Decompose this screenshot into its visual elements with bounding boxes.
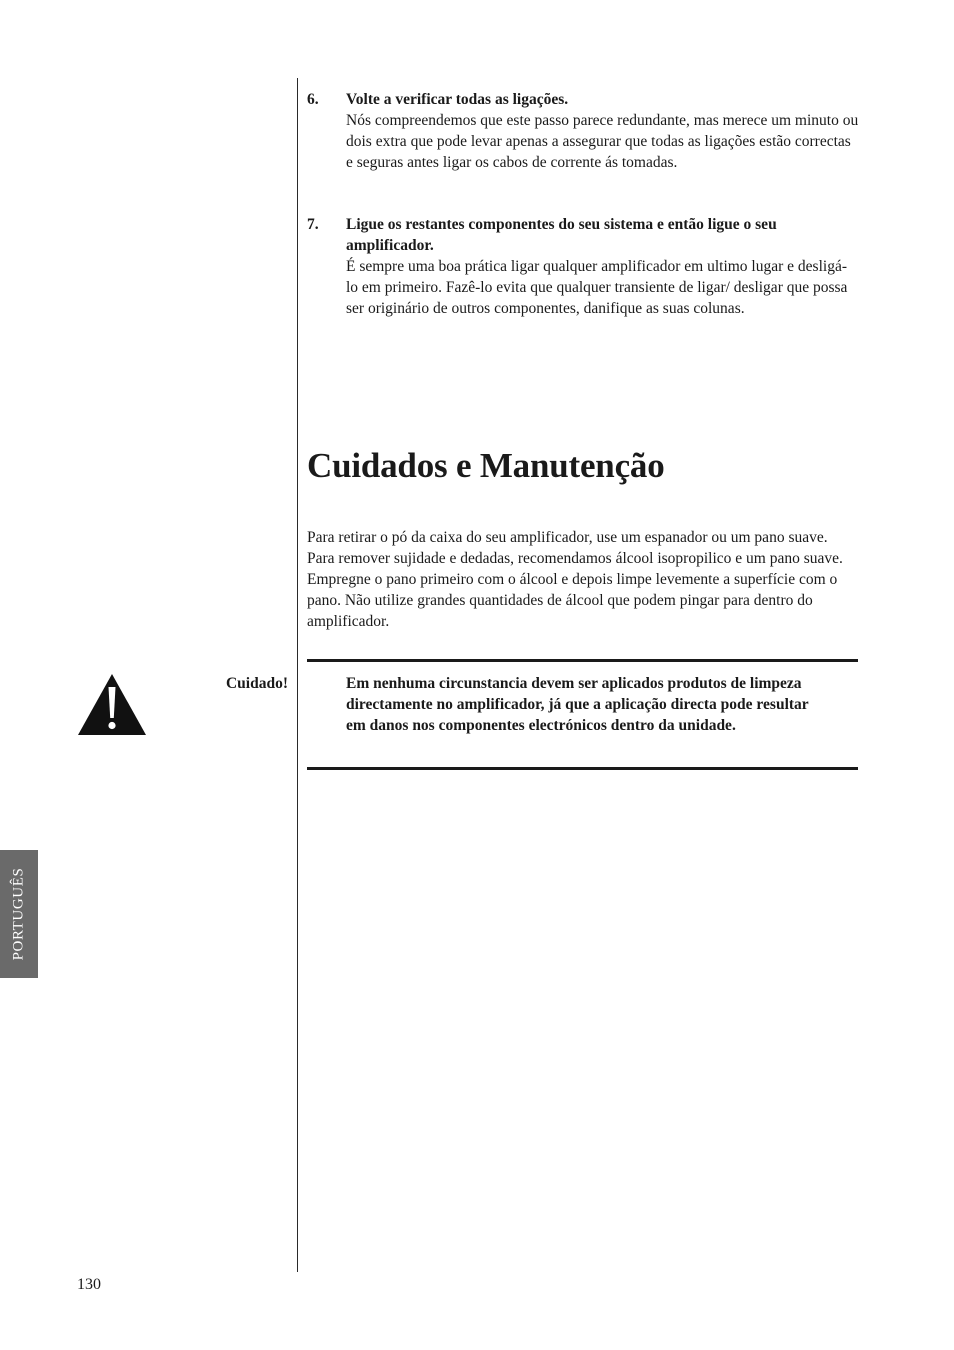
warning-label: Cuidado! <box>225 675 288 692</box>
step-number: 7. <box>307 216 319 233</box>
step-number: 6. <box>307 91 319 108</box>
step-body: É sempre uma boa prática ligar qualquer amplificador em ultimo lugar e desligá-lo em primeiro. Fazê-lo evita que qualquer transiente de ligar/ desligar que possa ser originário de outros componentes, danifique as suas colunas. <box>346 258 848 317</box>
section-heading: Cuidados e Manutenção <box>307 446 665 485</box>
step-title: Volte a verificar todas as ligações. <box>346 91 569 108</box>
page-number: 130 <box>77 1276 101 1293</box>
warning-triangle-icon <box>77 673 147 736</box>
step-7 <box>307 214 859 319</box>
column-divider <box>297 78 298 1272</box>
step-title: Ligue os restantes componentes do seu sistema e então ligue o seu amplificador. <box>346 216 777 254</box>
warning-bottom-rule <box>307 767 858 770</box>
step-body: Nós compreendemos que este passo parece redundante, mas merece um minuto ou dois extra que pode levar apenas a assegurar que todas as ligações estão correctas e seguras antes ligar os cabos de corrente ás tomadas. <box>346 112 859 171</box>
language-label: PORTUGUÊS <box>10 867 27 961</box>
step-6 <box>307 89 859 173</box>
section-paragraph: Para retirar o pó da caixa do seu amplificador, use um espanador ou um pano suave. Para remover sujidade e dedadas, recomendamos álcool isopropilico e um pano suave. Empregne o pano primeiro com o álcool e depois limpe levemente a superfície com o pano. Não utilize grandes quantidades de álcool que podem pingar para dentro do amplificador. <box>307 529 843 630</box>
language-side-tab <box>0 850 38 978</box>
warning-text: Em nenhuma circunstancia devem ser aplicados produtos de limpeza directamente no amplificador, já que a aplicação directa pode resultar em danos nos componentes electrónicos dentro da unidade. <box>346 675 809 734</box>
warning-top-rule <box>307 659 858 662</box>
